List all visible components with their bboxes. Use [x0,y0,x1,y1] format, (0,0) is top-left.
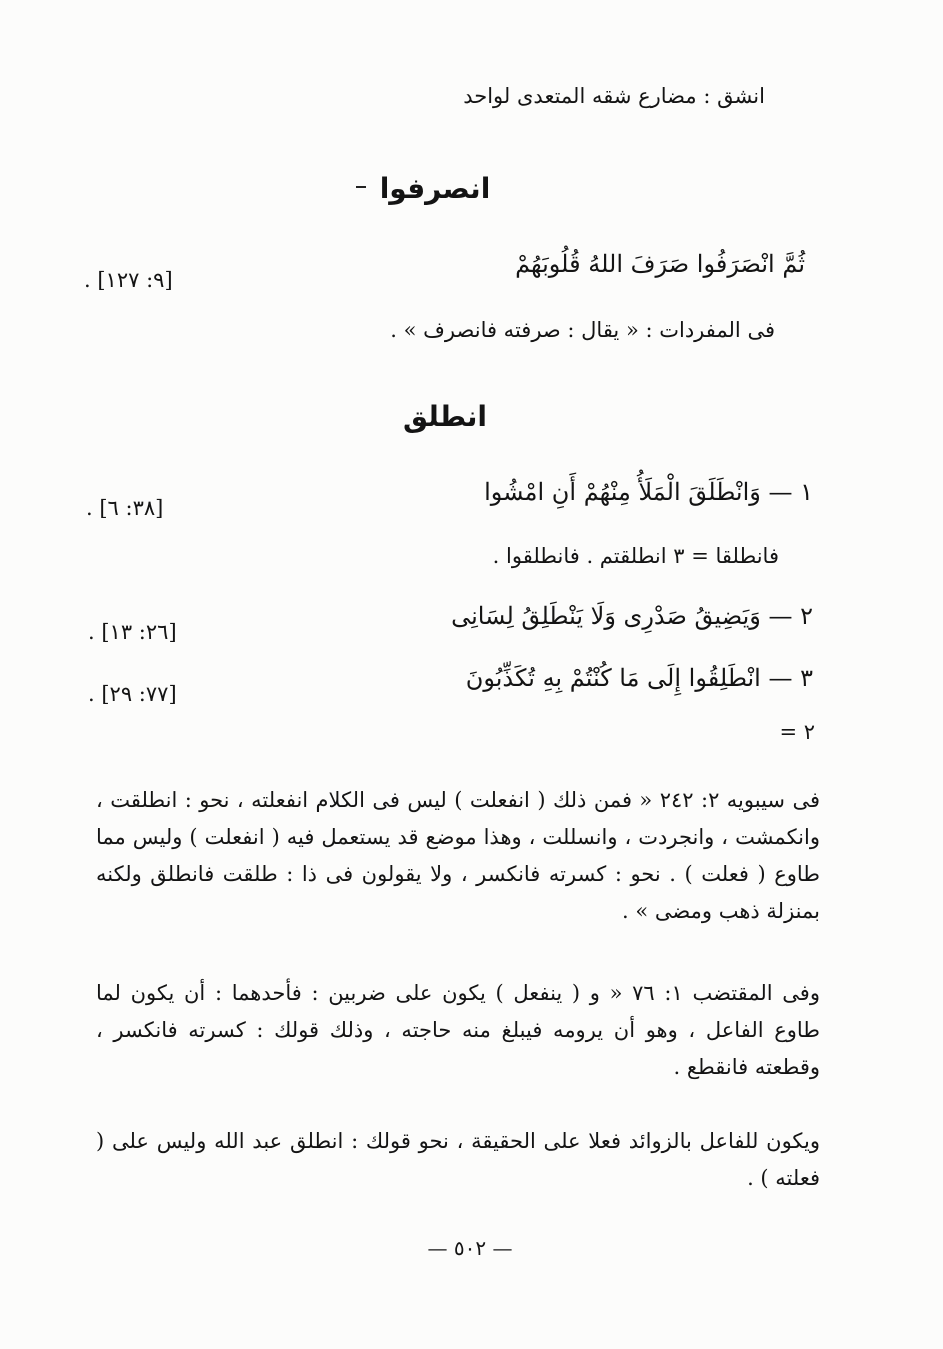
verse-1-ref: [٣٨: ٦] . [86,496,164,520]
verse-ref-insarafu: [٩: ١٢٧] . [84,268,173,292]
paragraph-muqtadab: وفى المقتضب ١: ٧٦ « و ( ينفعل ) يكون على ضربين : فأحدهما : أن يكون لما طاوع الفاعل ، وهو أن يرومه فيبلغ منه حاجته ، وذلك قولك : كسرته فانكسر ، وقطعته فانقطع . [96,981,820,1079]
paragraph-sibawayh: فى سيبويه ٢: ٢٤٢ « فمن ذلك ( انفعلت ) ليس فى الكلام انفعلته ، نحو : انطلقت ، وانكمشت ، وانجردت ، وانسللت ، وهذا موضع قد يستعمل فيه ( انفعلت ) وليس مما طاوع ( فعلت ) . نحو : كسرته فانكسر ، ولا يقولون فى ذا : طلقت فانطلق ولكنه بمنزلة ذهب ومضى » . [96,788,820,923]
verse-insarafu: ثُمَّ انْصَرَفُوا صَرَفَ اللهُ قُلُوبَهُمْ [515,250,805,278]
verse-3: ٣ — انْطَلِقُوا إِلَى مَا كُنْتُمْ بِهِ تُكَذِّبُونَ [465,664,813,692]
verse-1: ١ — وَانْطَلَقَ الْمَلَأُ مِنْهُمْ أَنِ امْشُوا [484,478,813,506]
verse-1-forms: فانطلقا = ٣ انطلقتم . فانطلقوا . [492,544,779,568]
verse-3-ref: [٧٧: ٢٩] . [88,682,177,706]
heading-dash [356,186,366,188]
verse-3-forms: ٢ = [779,720,815,744]
header-note: انشق : مضارع شقه المتعدى لواحد [463,84,765,108]
section-title-insarafu: انصرفوا [379,172,491,205]
commentary-mufradat: فى المفردات : « يقال : صرفته فانصرف » . [390,318,775,342]
verse-2: ٢ — وَيَضِيقُ صَدْرِى وَلَا يَنْطَلِقُ لِسَانِى [451,602,813,630]
page-number: — ٥٠٢ — [427,1236,513,1260]
verse-2-ref: [٢٦: ١٣] . [88,620,177,644]
paragraph-zawaid: ويكون للفاعل بالزوائد فعلا على الحقيقة ، نحو قولك : انطلق عبد الله وليس على ( فعلته ) . [96,1129,820,1190]
section-title-intalaqa: انطلق [402,400,488,433]
